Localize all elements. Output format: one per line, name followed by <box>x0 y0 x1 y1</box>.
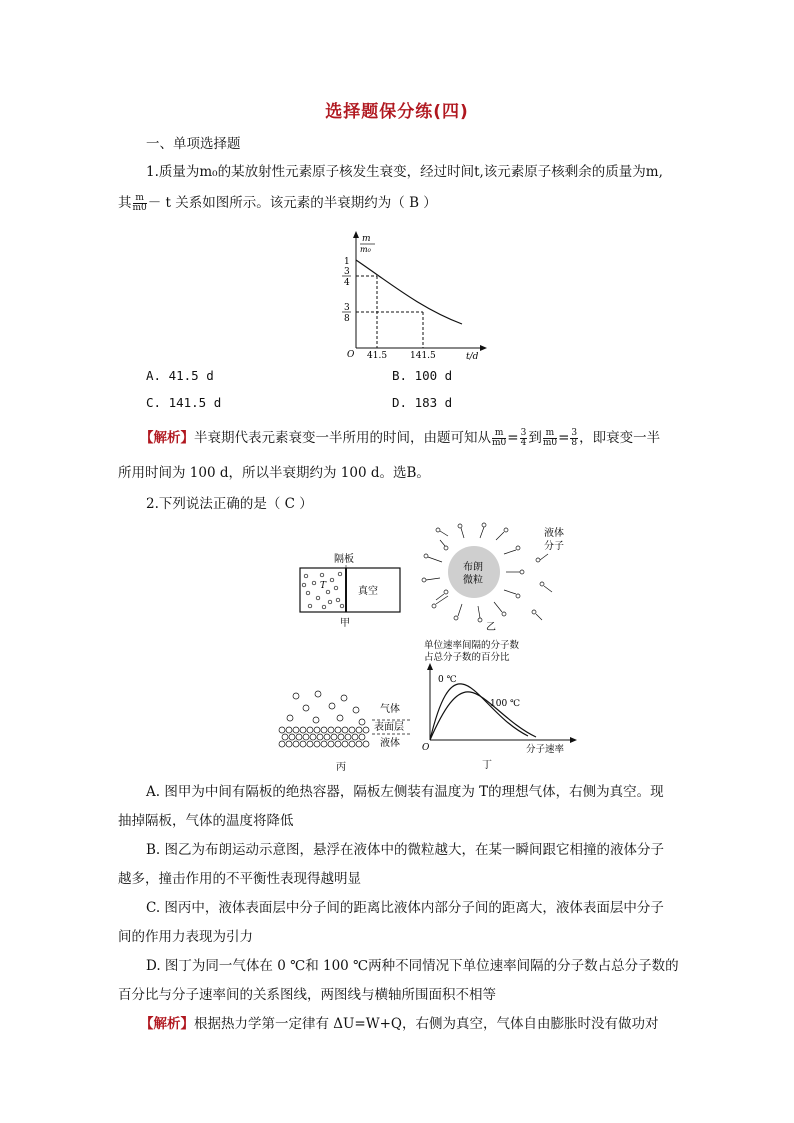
q1-ratio-fraction <box>133 194 147 213</box>
q1-analysis-frac2-num: 3 <box>520 428 527 438</box>
q1-analysis-line2: 所用时间为 100 d，所以半衰期约为 100 d。选B。 <box>118 465 430 481</box>
q1-stem-prefix: 其 <box>118 195 132 211</box>
y-tick-34-den: 4 <box>344 278 350 288</box>
figure-bing <box>276 690 416 772</box>
yi-liquid-text1: 液体 <box>544 528 564 539</box>
yi-caption: 乙 <box>486 622 496 632</box>
q1-stem-line2 <box>118 193 437 213</box>
q1-ratio-den: m0 <box>132 203 147 213</box>
y-tick-1: 1 <box>344 257 350 267</box>
q1-analysis-frac3-num: m <box>543 429 557 439</box>
ding-ylabel-2: 占总分子数的百分比 <box>424 652 510 663</box>
x-axis-arrow <box>480 345 487 351</box>
origin-label: O <box>347 350 355 360</box>
q2-option-b-line2: 越多，撞击作用的不平衡性表现得越明显 <box>118 871 361 887</box>
q2-option-d-line1: D. 图丁为同一气体在 0 ℃和 100 ℃两种不同情况下单位速率间隔的分子数占总分子数的 <box>146 958 679 974</box>
q2-analysis <box>140 1014 658 1034</box>
q1-analysis-text-a: 半衰期代表元素衰变一半所用的时间，由题可知从 <box>194 430 491 446</box>
yi-particle-text1: 布朗 <box>463 562 483 573</box>
q1-analysis-frac1-den: m0 <box>492 438 507 448</box>
y-tick-38-num: 3 <box>344 303 350 313</box>
y-tick-34-num: 3 <box>344 267 350 277</box>
bing-surface-label: 表面层 <box>374 722 404 733</box>
ding-y-arrow <box>427 663 433 670</box>
q2-analysis-text: 根据热力学第一定律有 ΔU=W+Q，右侧为真空，气体自由膨胀时没有做功对 <box>194 1016 659 1032</box>
q1-analysis-frac4-num: 3 <box>571 428 578 438</box>
q1-analysis-to: 到 <box>528 430 542 446</box>
q1-analysis-frac2 <box>520 429 528 448</box>
ding-x-arrow <box>570 737 577 743</box>
y-label-num: m <box>362 234 371 244</box>
q1-stem-suffix: － t 关系如图所示。该元素的半衰期约为（ B ） <box>147 195 437 211</box>
q1-analysis-eq1: = <box>507 430 519 446</box>
yi-liquid-text2: 分子 <box>544 541 564 552</box>
q2-option-b-line1: B. 图乙为布朗运动示意图，悬浮在液体中的微粒越大，在某一瞬间跟它相撞的液体分子 <box>146 842 665 858</box>
q2-stem: 2.下列说法正确的是（ C ） <box>146 496 313 512</box>
ding-caption: 丁 <box>482 760 492 771</box>
q1-analysis-eq2: = <box>558 430 570 446</box>
jia-caption: 甲 <box>340 618 350 629</box>
y-label-den: m₀ <box>360 245 371 254</box>
q1-ratio-num: m <box>133 194 147 204</box>
yi-particle-text2: 微粒 <box>463 575 483 586</box>
bing-caption: 丙 <box>336 762 346 772</box>
q1-analysis-frac4-den: 8 <box>571 438 578 448</box>
ding-origin: O <box>422 743 430 753</box>
jia-partition-label: 隔板 <box>334 554 354 565</box>
q2-option-c-line1: C. 图丙中，液体表面层中分子间的距离比液体内部分子间的距离大，液体表面层中分子 <box>146 900 664 916</box>
q2-option-a-line1: A. 图甲为中间有隔板的绝热容器，隔板左侧装有温度为 T的理想气体，右侧为真空。现 <box>146 784 664 800</box>
figure-ding <box>420 638 580 773</box>
q2-option-a-line2: 抽掉隔板，气体的温度将降低 <box>118 813 294 829</box>
q1-stem-line1: 1.质量为m₀的某放射性元素原子核发生衰变，经过时间t,该元素原子核剩余的质量为m, <box>146 164 663 180</box>
q1-analysis-tag: 【解析】 <box>140 430 194 446</box>
decay-graph <box>320 228 490 363</box>
q1-analysis-line1 <box>140 428 660 448</box>
y-tick-38-den: 8 <box>344 314 350 324</box>
q1-option-c: C. 141.5 d <box>146 395 222 410</box>
figure-yi <box>418 520 578 632</box>
q1-analysis-text-b: ，即衰变一半 <box>579 430 661 446</box>
section-heading: 一、单项选择题 <box>146 136 241 152</box>
q1-option-a: A. 41.5 d <box>146 368 214 383</box>
ding-label-100c: 100 ℃ <box>490 699 521 709</box>
jia-temp-label: T <box>320 581 327 591</box>
q2-option-c-line2: 间的作用力表现为引力 <box>118 929 253 945</box>
q1-analysis-frac4 <box>570 429 578 448</box>
x-tick-41: 41.5 <box>367 351 388 361</box>
q2-option-d-line2: 百分比与分子速率间的关系图线，两图线与横轴所围面积不相等 <box>118 987 496 1003</box>
q1-option-d: D. 183 d <box>392 395 453 410</box>
page-title: 选择题保分练(四) <box>325 102 469 122</box>
q1-analysis-frac2-den: 4 <box>520 438 527 448</box>
bing-liquid-label: 液体 <box>380 738 400 749</box>
q1-analysis-frac1 <box>492 429 506 448</box>
bing-molecules <box>279 691 369 747</box>
decay-curve <box>356 260 462 324</box>
q1-option-b: B. 100 d <box>392 368 453 383</box>
y-axis-arrow <box>353 231 359 238</box>
jia-container <box>300 568 400 612</box>
bing-gas-label: 气体 <box>380 704 400 715</box>
jia-vacuum-label: 真空 <box>358 586 378 597</box>
ding-label-0c: 0 ℃ <box>438 675 457 685</box>
ding-ylabel-1: 单位速率间隔的分子数 <box>424 640 520 651</box>
x-axis-label: t/d <box>466 352 479 362</box>
x-tick-141: 141.5 <box>410 351 436 361</box>
q1-analysis-frac3 <box>543 429 557 448</box>
q2-analysis-tag: 【解析】 <box>140 1016 194 1032</box>
q1-analysis-frac3-den: m0 <box>542 438 558 448</box>
figure-jia <box>296 548 406 630</box>
q1-analysis-frac1-num: m <box>492 429 506 439</box>
ding-xlabel: 分子速率 <box>526 744 565 755</box>
